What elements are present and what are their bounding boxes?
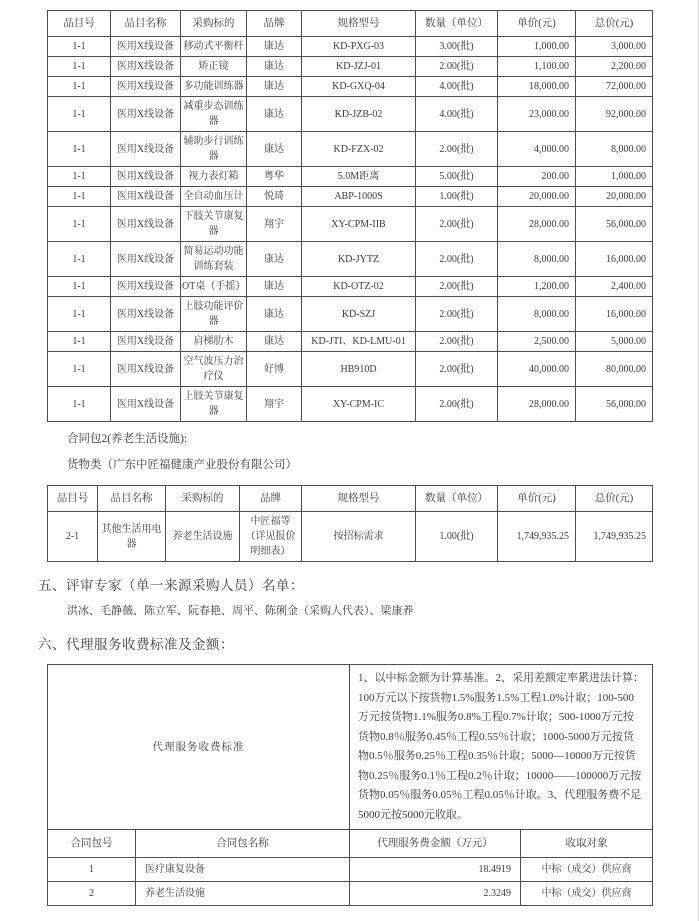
table-cell: 医疗康复设备 (136, 858, 350, 882)
table-cell: 16,000.00 (576, 297, 653, 332)
table-cell: 康达 (247, 332, 302, 352)
table-cell: 1,749,935.25 (498, 512, 576, 562)
column-header: 采购标的 (166, 486, 240, 512)
table-row (48, 332, 653, 352)
table-cell: 医用X线设备 (111, 187, 181, 207)
table-cell: 16,000.00 (576, 242, 653, 277)
table-cell: 医用X线设备 (111, 77, 181, 97)
section6-title: 六、代理服务收费标准及金额： (38, 637, 234, 652)
table-cell: 1-1 (48, 242, 111, 277)
table-cell: 3,000.00 (576, 37, 653, 57)
table-row (48, 882, 653, 906)
table-cell: 18.4919 (350, 858, 521, 882)
table-cell: 2,500.00 (498, 332, 576, 352)
table-header (48, 486, 653, 512)
table-cell: 200.00 (498, 167, 576, 187)
expert-names: 洪冰、毛静薇、陈立军、阮春艳、周平、陈俐金（采购人代表）、梁康养 (67, 605, 414, 617)
table-cell: 康达 (247, 57, 302, 77)
column-header: 数量（单位） (416, 486, 498, 512)
fee-standard-text: 1、以中标金额为计算基准。2、采用差额定率累进法计算：100万元以下按货物1.5%服务1.5%工程1.0%计取；100-500万元按货物1.1%服务0.8%工程0.7%计取；500-1000万元按货物0.8％服务0.45％工程0.55％计取；1000-5000万元按货物0.5％服务0.25％工程0.35％计取；5000—10000万元按货物0.25％服务0.1％工程0.2％计取；10000——100000万元按货物0.05％服务0.05％工程0.05％计取。3、代理服务费不足5000元按5000元收取。 (350, 665, 653, 830)
table-cell: 全自动血压计 (181, 187, 247, 207)
table-cell: 医用X线设备 (111, 37, 181, 57)
table-cell: 翔宇 (247, 387, 302, 422)
package1-items-table (47, 10, 653, 422)
table-cell: 医用X线设备 (111, 167, 181, 187)
table-cell: 4.00(批) (416, 77, 498, 97)
table-cell: 28,000.00 (498, 207, 576, 242)
table-row (48, 97, 653, 132)
table-cell: ABP-1000S (302, 187, 416, 207)
table-cell: 40,000.00 (498, 352, 576, 387)
column-header: 品目名称 (111, 11, 181, 37)
table-cell: 医用X线设备 (111, 207, 181, 242)
table-row (48, 187, 653, 207)
table-cell: 按招标需求 (302, 512, 416, 562)
table-cell: 2.00(批) (416, 207, 498, 242)
table-cell: 8,000.00 (498, 242, 576, 277)
fee-standard-row (48, 665, 653, 830)
table-cell: 康达 (247, 242, 302, 277)
column-header: 收取对象 (521, 830, 653, 858)
table-cell: 1.00(批) (416, 512, 498, 562)
table-cell: XY-CPM-IC (302, 387, 416, 422)
table-cell: 医用X线设备 (111, 297, 181, 332)
table-row (48, 207, 653, 242)
column-header: 数量（单位） (416, 11, 498, 37)
table-cell: 矫正镜 (181, 57, 247, 77)
table-cell: KD-FZX-02 (302, 132, 416, 167)
goods-class-line: 货物类（广东中匠福健康产业股份有限公司） (67, 459, 297, 471)
table-cell: 养老生活设施 (166, 512, 240, 562)
table-cell: 翔宇 (247, 207, 302, 242)
table-cell: 72,000.00 (576, 77, 653, 97)
table-row (48, 57, 653, 77)
package2-heading: 合同包2(养老生活设施): (67, 433, 188, 445)
column-header: 品目名称 (98, 486, 166, 512)
table-cell: 1-1 (48, 332, 111, 352)
table-cell: 康达 (247, 297, 302, 332)
table-cell: KD-GXQ-04 (302, 77, 416, 97)
table-cell: 28,000.00 (498, 387, 576, 422)
table-cell: 辅助步行训练器 (181, 132, 247, 167)
table-cell: 1-1 (48, 37, 111, 57)
table-cell: 2.00(批) (416, 297, 498, 332)
table-row (48, 277, 653, 297)
table-cell: 2-1 (48, 512, 98, 562)
column-header: 总价(元) (576, 11, 653, 37)
table-cell: 4.00(批) (416, 97, 498, 132)
table-cell: 1.00(批) (416, 187, 498, 207)
header-row (48, 830, 653, 858)
table-cell: 18,000.00 (498, 77, 576, 97)
table-row (48, 242, 653, 277)
column-header: 品牌 (247, 11, 302, 37)
table-cell: 1-1 (48, 277, 111, 297)
table-cell: 1,200.00 (498, 277, 576, 297)
table-cell: 好博 (247, 352, 302, 387)
table-cell: 上肢功能评价器 (181, 297, 247, 332)
table-row (48, 858, 653, 882)
table-cell: KD-JTI、KD-LMU-01 (302, 332, 416, 352)
table-row (48, 37, 653, 57)
table-cell: 1,100.00 (498, 57, 576, 77)
table-cell: HB910D (302, 352, 416, 387)
table-cell: 康达 (247, 37, 302, 57)
table-cell: 下肢关节康复器 (181, 207, 247, 242)
table-cell: 20,000.00 (576, 187, 653, 207)
table-cell: 空气波压力治疗仪 (181, 352, 247, 387)
table-row (48, 297, 653, 332)
column-header: 合同包号 (48, 830, 136, 858)
table-cell: KD-PXG-03 (302, 37, 416, 57)
table-cell: 悦琦 (247, 187, 302, 207)
table-row (48, 352, 653, 387)
table-body (48, 37, 653, 422)
header-row (48, 11, 653, 37)
column-header: 品目号 (48, 11, 111, 37)
header-row (48, 486, 653, 512)
table-cell: 2.00(批) (416, 242, 498, 277)
table-cell: 1,000.00 (498, 37, 576, 57)
table-cell: 其他生活用电器 (98, 512, 166, 562)
table-cell: 1-1 (48, 167, 111, 187)
column-header: 单价(元) (498, 11, 576, 37)
table-cell: 1-1 (48, 132, 111, 167)
table-cell: 康达 (247, 97, 302, 132)
table-cell: 1,000.00 (576, 167, 653, 187)
table-cell: XY-CPM-IIB (302, 207, 416, 242)
table-cell: 1-1 (48, 57, 111, 77)
agency-fee-table (47, 664, 653, 906)
table-cell: 移动式平衡杆 (181, 37, 247, 57)
table-cell: 1-1 (48, 297, 111, 332)
table-cell: 医用X线设备 (111, 387, 181, 422)
fee-standard-label: 代理服务收费标准 (48, 665, 350, 830)
table-cell: 92,000.00 (576, 97, 653, 132)
table-row (48, 167, 653, 187)
table-cell: 56,000.00 (576, 207, 653, 242)
table-cell: 视力表灯箱 (181, 167, 247, 187)
column-header: 单价(元) (498, 486, 576, 512)
table-cell: 简易运动功能训练套装 (181, 242, 247, 277)
table-cell: 1-1 (48, 187, 111, 207)
table-cell: 80,000.00 (576, 352, 653, 387)
table-cell: KD-JZJ-01 (302, 57, 416, 77)
table-cell: 2,400.00 (576, 277, 653, 297)
table-cell: 2.00(批) (416, 352, 498, 387)
table-cell: 中匠福等（详见报价明细表） (240, 512, 302, 562)
table-cell: 医用X线设备 (111, 332, 181, 352)
table-cell: 医用X线设备 (111, 277, 181, 297)
table-cell: 5.00(批) (416, 167, 498, 187)
table-cell: KD-JYTZ (302, 242, 416, 277)
fee-standard-section (48, 665, 653, 858)
column-header: 采购标的 (181, 11, 247, 37)
table-cell: 8,000.00 (498, 297, 576, 332)
table-cell: 2.3249 (350, 882, 521, 906)
table-cell: OT桌（手摇） (181, 277, 247, 297)
table-cell: 23,000.00 (498, 97, 576, 132)
table-body (48, 858, 653, 906)
table-cell: 医用X线设备 (111, 352, 181, 387)
table-cell: 5.0M距离 (302, 167, 416, 187)
table-cell: 中标（成交）供应商 (521, 858, 653, 882)
table-cell: 医用X线设备 (111, 242, 181, 277)
column-header: 规格型号 (302, 486, 416, 512)
table-cell: KD-OTZ-02 (302, 277, 416, 297)
table-cell: 医用X线设备 (111, 132, 181, 167)
table-cell: 2,200.00 (576, 57, 653, 77)
table-cell: 2.00(批) (416, 387, 498, 422)
table-cell: 中标（成交）供应商 (521, 882, 653, 906)
table-cell: 医用X线设备 (111, 97, 181, 132)
table-row (48, 77, 653, 97)
table-cell: 肩梯肋木 (181, 332, 247, 352)
table-cell: 3.00(批) (416, 37, 498, 57)
table-cell: 减重步态训练器 (181, 97, 247, 132)
table-header (48, 11, 653, 37)
table-row (48, 132, 653, 167)
column-header: 总价(元) (576, 486, 653, 512)
column-header: 品牌 (240, 486, 302, 512)
table-cell: 2.00(批) (416, 332, 498, 352)
table-cell: 2.00(批) (416, 277, 498, 297)
table-cell: 56,000.00 (576, 387, 653, 422)
table-row (48, 512, 653, 562)
table-cell: 康达 (247, 132, 302, 167)
table-cell: 2.00(批) (416, 57, 498, 77)
section5-title: 五、评审专家（单一来源采购人员）名单： (38, 578, 304, 593)
table-cell: 康达 (247, 77, 302, 97)
table-cell: 1-1 (48, 352, 111, 387)
table-cell: 多功能训练器 (181, 77, 247, 97)
table-cell: 1,749,935.25 (576, 512, 653, 562)
table-cell: 1-1 (48, 97, 111, 132)
table-cell: KD-SZJ (302, 297, 416, 332)
column-header: 代理服务费金额（万元） (350, 830, 521, 858)
table-cell: 1-1 (48, 77, 111, 97)
column-header: 品目号 (48, 486, 98, 512)
table-cell: 医用X线设备 (111, 57, 181, 77)
column-header: 规格型号 (302, 11, 416, 37)
table-cell: 20,000.00 (498, 187, 576, 207)
table-cell: 1-1 (48, 207, 111, 242)
table-cell: 1-1 (48, 387, 111, 422)
table-cell: 养老生活设施 (136, 882, 350, 906)
package2-items-table (47, 485, 653, 562)
table-cell: 粤华 (247, 167, 302, 187)
table-cell: 5,000.00 (576, 332, 653, 352)
column-header: 合同包名称 (136, 830, 350, 858)
table-row (48, 387, 653, 422)
table-cell: 1 (48, 858, 136, 882)
table-body (48, 512, 653, 562)
table-cell: 4,000.00 (498, 132, 576, 167)
table-cell: 上肢关节康复器 (181, 387, 247, 422)
table-cell: 2.00(批) (416, 132, 498, 167)
table-cell: 2 (48, 882, 136, 906)
table-cell: 康达 (247, 277, 302, 297)
table-cell: KD-JZB-02 (302, 97, 416, 132)
table-cell: 8,000.00 (576, 132, 653, 167)
